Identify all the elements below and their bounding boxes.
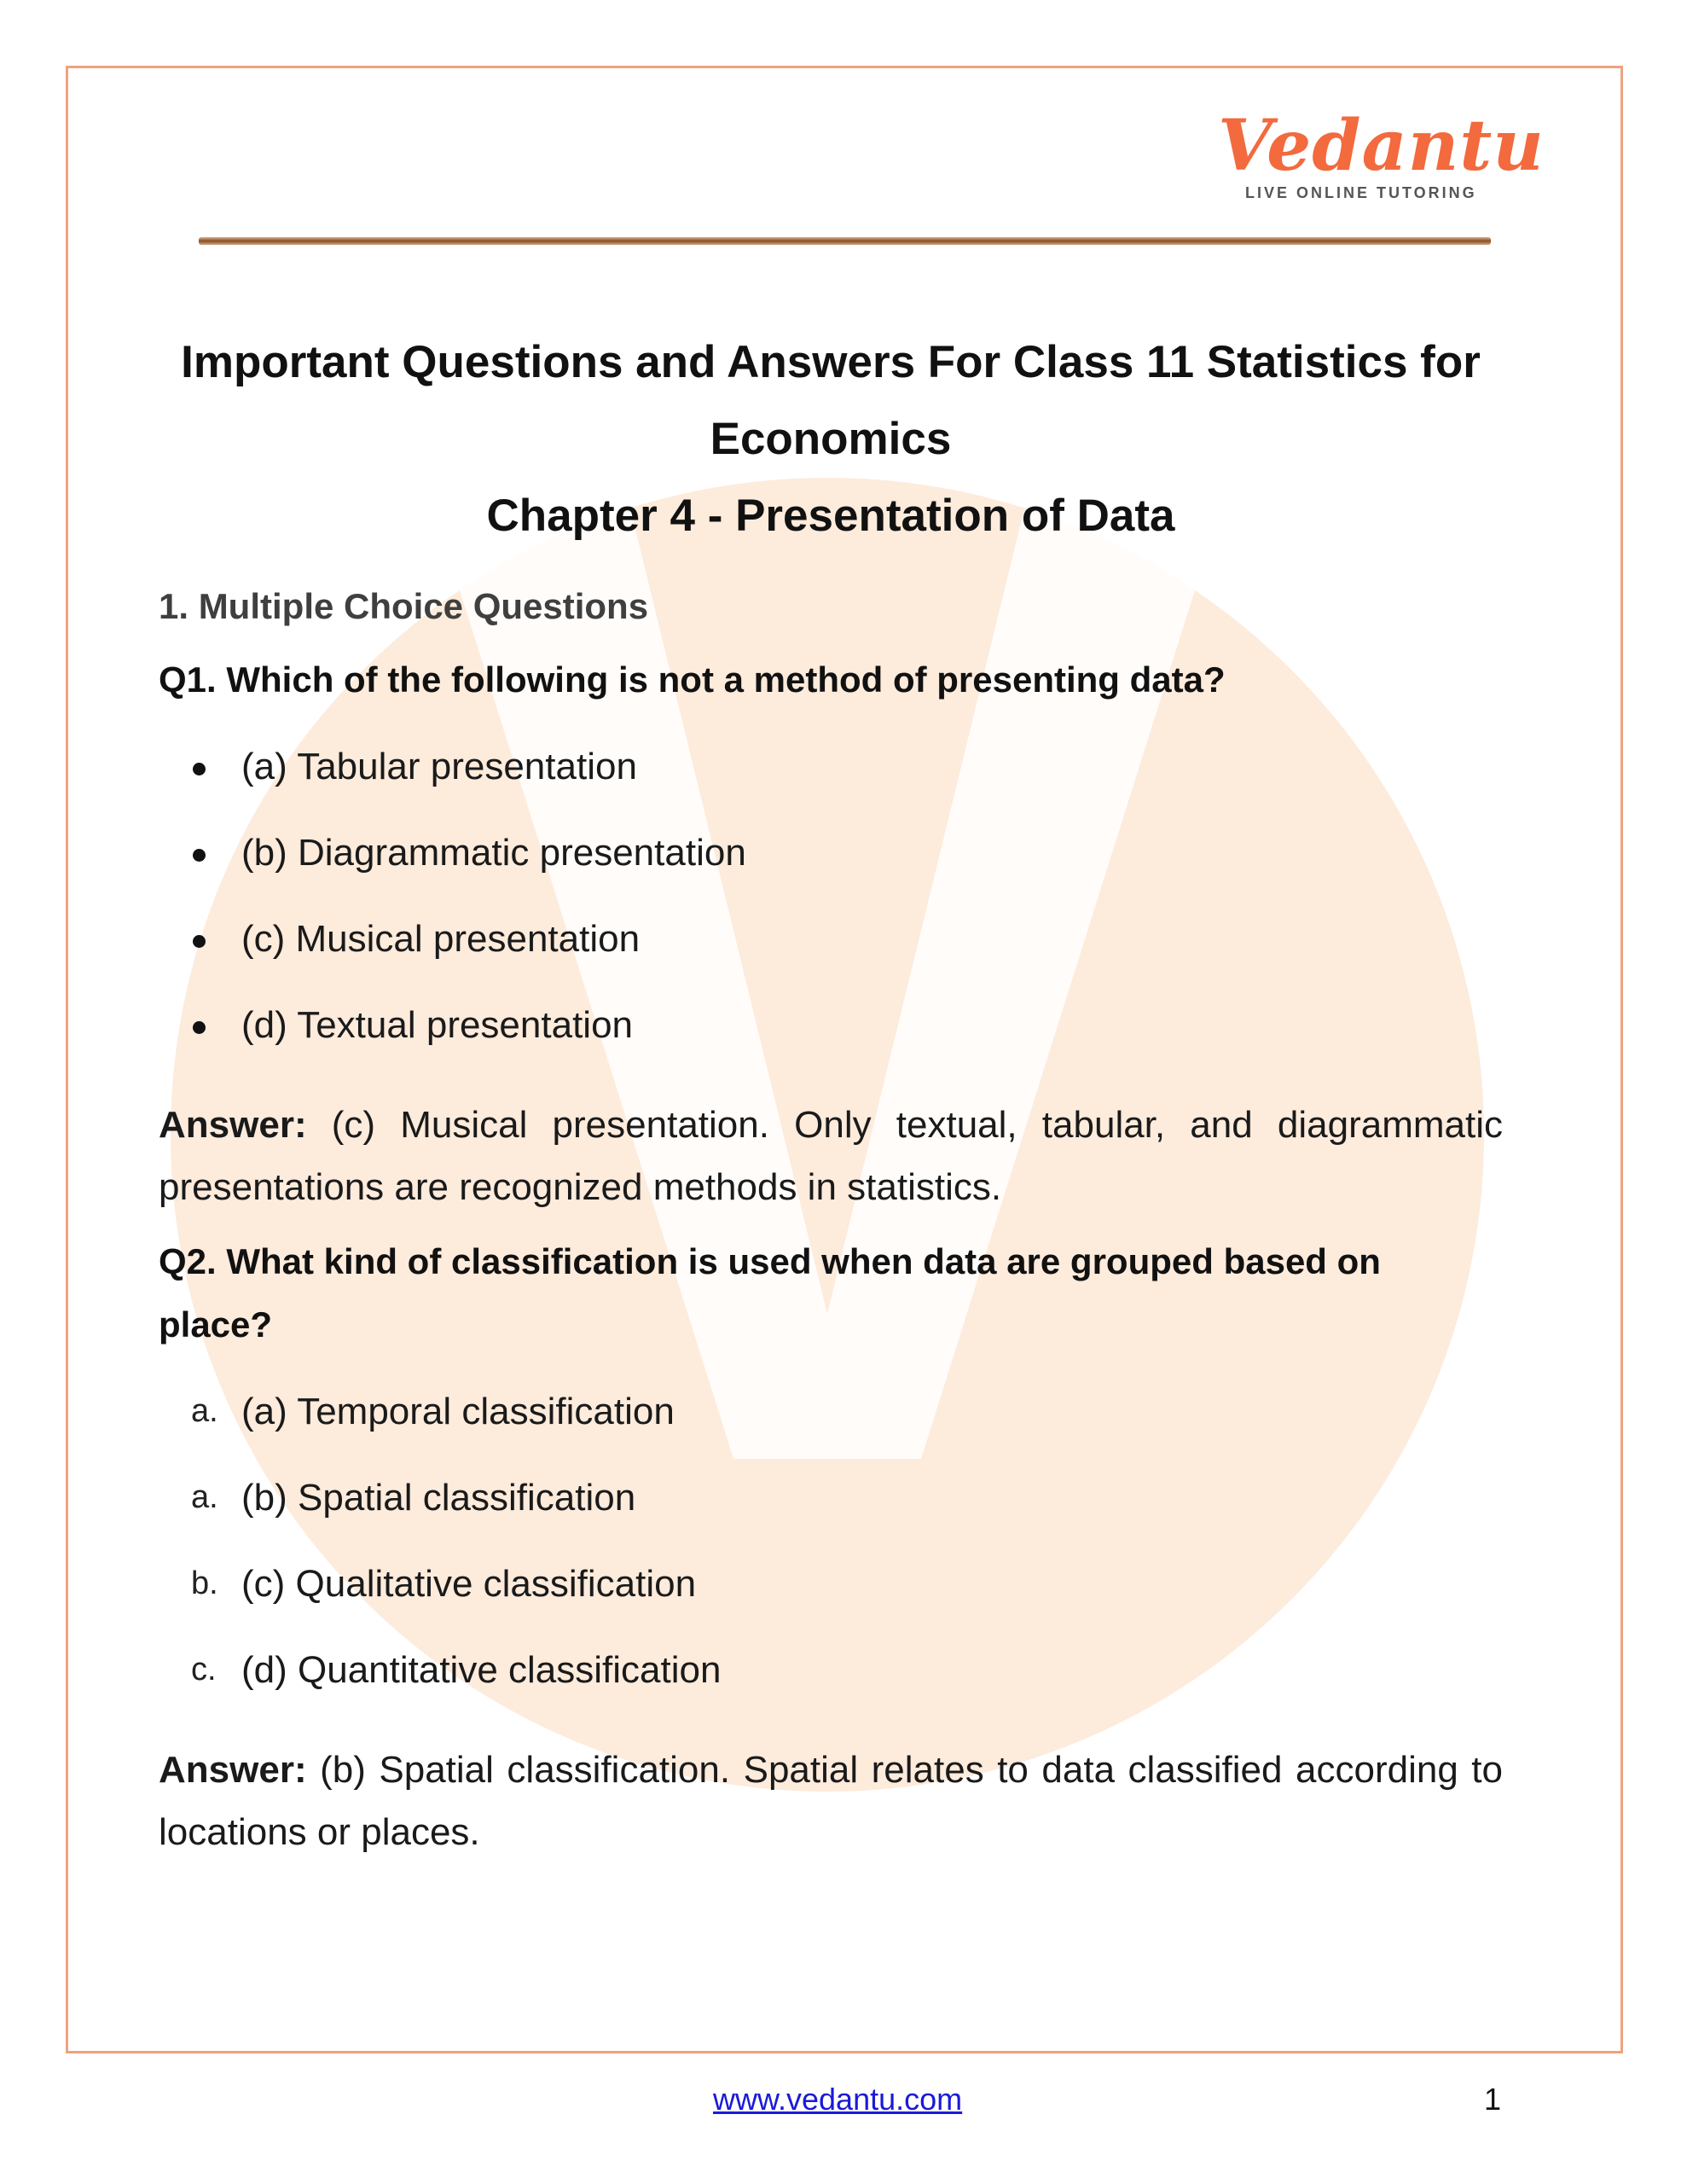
list-marker: c. (191, 1652, 217, 1687)
list-marker: a. (191, 1479, 218, 1515)
answer-1 (159, 1094, 1503, 1218)
question-2-options (159, 1368, 1503, 1713)
question-1: Q1. Which of the following is not a method of presenting data? (159, 659, 1226, 700)
question-1-options (159, 723, 1503, 1068)
option-text: (b) Spatial classification (241, 1477, 636, 1519)
answer-text: (c) Musical presentation. Only textual, tabular, and diagrammatic presentations are recognized methods in statistics. (159, 1104, 1503, 1208)
website-link[interactable]: www.vedantu.com (713, 2082, 963, 2117)
bullet-icon (193, 849, 206, 862)
option-text: (a) Tabular presentation (241, 746, 637, 787)
option-item (159, 982, 1503, 1068)
list-marker: a. (191, 1393, 218, 1429)
option-item (159, 723, 1503, 810)
option-item (159, 1541, 1503, 1627)
logo-tagline: LIVE ONLINE TUTORING (1245, 184, 1477, 201)
title-line-3: Chapter 4 - Presentation of Data (486, 491, 1175, 541)
vedantu-logo (1218, 105, 1545, 202)
option-text: (c) Qualitative classification (241, 1563, 697, 1605)
bullet-icon (193, 935, 206, 948)
question-2: Q2. What kind of classification is used when data are grouped based on place? (159, 1241, 1381, 1345)
option-item (159, 896, 1503, 982)
document-title (159, 324, 1503, 555)
answer-label: Answer: (159, 1104, 307, 1146)
option-text: (c) Musical presentation (241, 918, 641, 960)
answer-text: (b) Spatial classification. Spatial relates to data classified according to locations or places. (159, 1749, 1503, 1853)
option-item (159, 1368, 1503, 1455)
list-marker: b. (191, 1565, 218, 1601)
section-heading: 1. Multiple Choice Questions (159, 586, 649, 626)
option-item (159, 1627, 1503, 1713)
title-line-2: Economics (710, 414, 952, 464)
title-line-1: Important Questions and Answers For Class 11 Statistics for (181, 337, 1481, 387)
bullet-icon (193, 763, 206, 775)
option-text: (a) Temporal classification (241, 1391, 675, 1432)
option-text: (d) Quantitative classification (241, 1649, 722, 1691)
option-item (159, 1455, 1503, 1541)
answer-2 (159, 1739, 1503, 1863)
option-text: (d) Textual presentation (241, 1004, 634, 1046)
document-body (159, 324, 1503, 1863)
option-text: (b) Diagrammatic presentation (241, 832, 746, 874)
option-item (159, 810, 1503, 896)
bullet-icon (193, 1021, 206, 1034)
page-number: 1 (1484, 2082, 1502, 2117)
logo-wordmark: Vedantu (1218, 105, 1545, 187)
header-divider (199, 237, 1491, 245)
answer-label: Answer: (159, 1749, 307, 1791)
